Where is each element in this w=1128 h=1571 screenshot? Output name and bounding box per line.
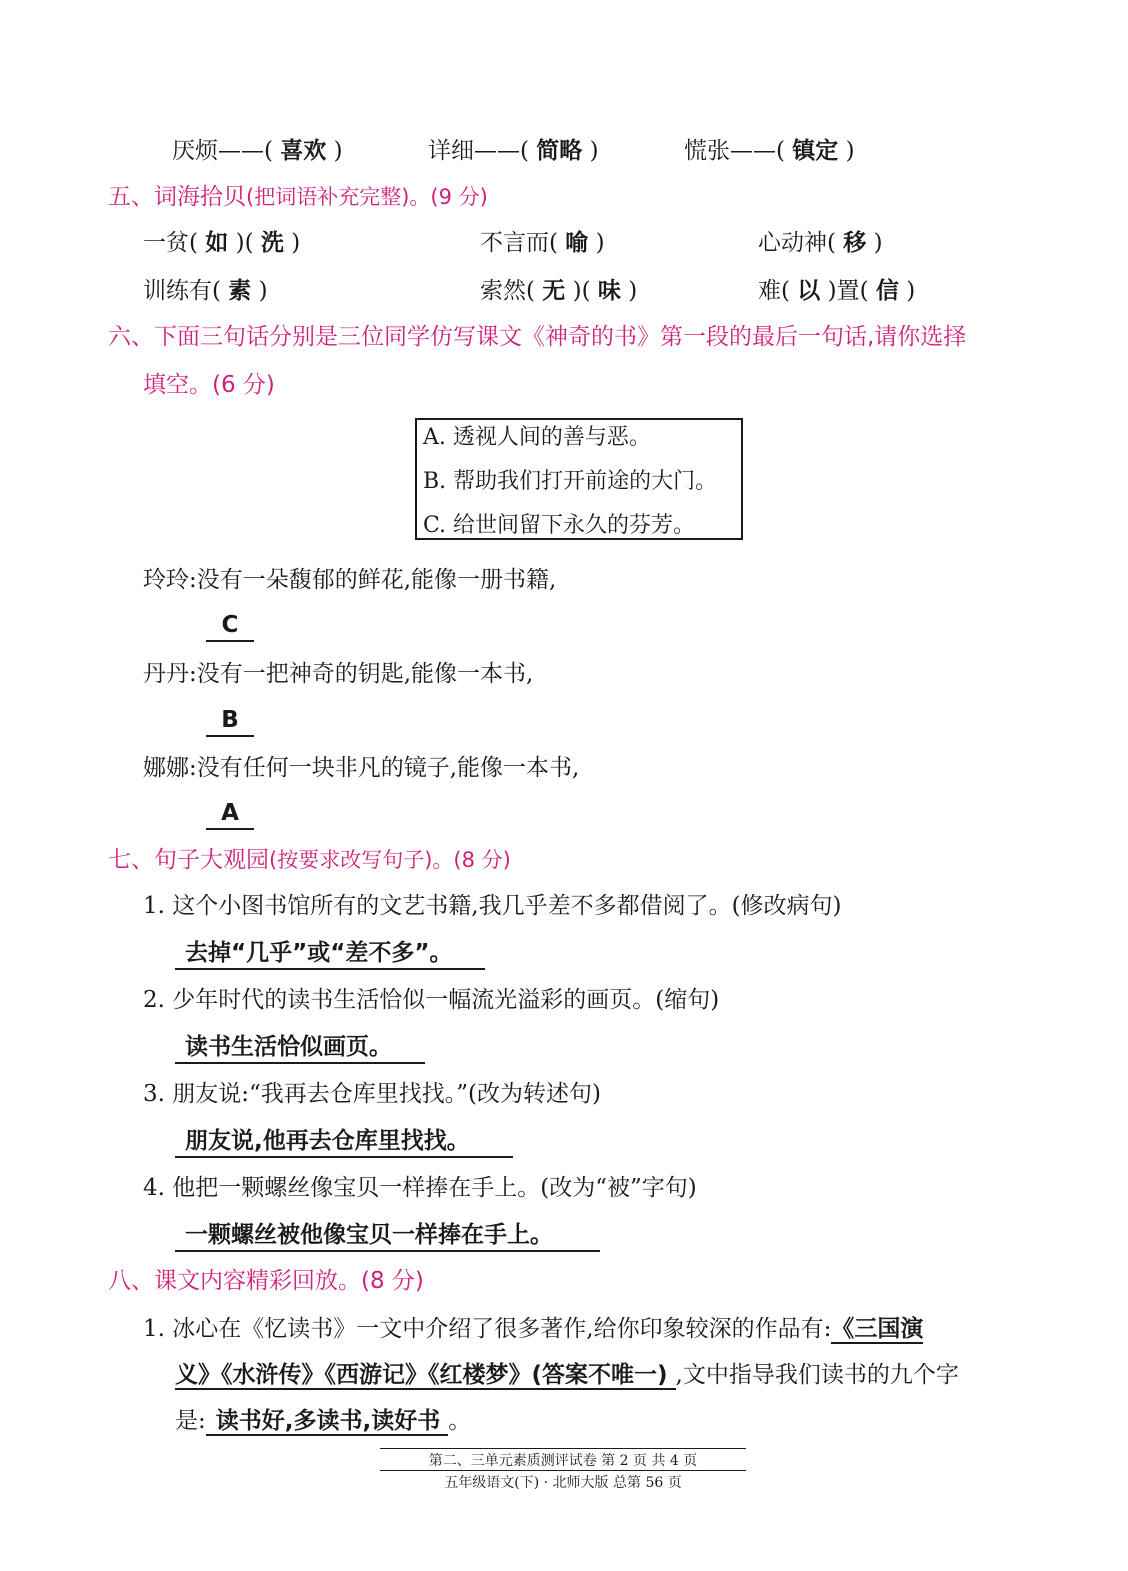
q8-1-line2: 义》《水浒传》《西游记》《红楼梦》(答案不唯一) ,文中指导我们读书的九个字 [175,1362,959,1388]
section-6-title-line1: 六、下面三句话分别是三位同学仿写课文《神奇的书》第一段的最后一句话,请你选择 [108,324,967,350]
antonym-1: 厌烦——( 喜欢 ) [172,138,343,164]
antonym-3: 慌张——( 镇定 ) [684,138,855,164]
section-5-title: 五、词海拾贝(把词语补充完整)。(9 分) [108,184,488,210]
answer-dandan: B [206,705,254,737]
q8-1-line3: 是: 读书好,多读书,读好书 。 [175,1408,472,1434]
idiom-3: 心动神( 移 ) [758,230,883,256]
section-8-title: 八、课文内容精彩回放。(8 分) [108,1268,424,1294]
idiom-1: 一贫( 如 )( 洗 ) [143,230,301,256]
item-dandan: 丹丹:没有一把神奇的钥匙,能像一本书, [143,661,534,687]
a7-2: 读书生活恰似画页。 [175,1032,425,1064]
footer-line2: 五年级语文(下) · 北师大版 总第 56 页 [444,1475,682,1491]
a7-1: 去掉“几乎”或“差不多”。 [175,938,485,970]
q8-1-line1: 1. 冰心在《忆读书》一文中介绍了很多著作,给你印象较深的作品有:《三国演 [143,1316,924,1342]
q7-4: 4. 他把一颗螺丝像宝贝一样捧在手上。(改为“被”字句) [143,1175,697,1201]
option-a: A. 透视人间的善与恶。 [423,425,651,450]
option-b: B. 帮助我们打开前途的大门。 [423,469,718,494]
idiom-6: 难( 以 )置( 信 ) [758,278,916,304]
a7-4: 一颗螺丝被他像宝贝一样捧在手上。 [175,1220,600,1252]
idiom-2: 不言而( 喻 ) [480,230,605,256]
item-lingling: 玲玲:没有一朵馥郁的鲜花,能像一册书籍, [143,567,557,593]
antonym-2: 详细——( 简略 ) [428,138,599,164]
idiom-5: 索然( 无 )( 味 ) [480,278,638,304]
a7-3: 朋友说,他再去仓库里找找。 [175,1126,513,1158]
item-nana: 娜娜:没有任何一块非凡的镜子,能像一本书, [143,755,580,781]
idiom-4: 训练有( 素 ) [143,278,268,304]
answer-nana: A [206,798,254,830]
options-box [415,418,743,540]
q7-3: 3. 朋友说:“我再去仓库里找找。”(改为转述句) [143,1081,601,1107]
section-7-title: 七、句子大观园(按要求改写句子)。(8 分) [108,847,511,873]
footer-line1: 第二、三单元素质测评试卷 第 2 页 共 4 页 [428,1453,698,1469]
answer-lingling: C [206,610,254,642]
q7-1: 1. 这个小图书馆所有的文艺书籍,我几乎差不多都借阅了。(修改病句) [143,893,842,919]
q7-2: 2. 少年时代的读书生活恰似一幅流光溢彩的画页。(缩句) [143,987,720,1013]
option-c: C. 给世间留下永久的芬芳。 [423,513,696,538]
section-6-title-line2: 填空。(6 分) [143,372,275,398]
